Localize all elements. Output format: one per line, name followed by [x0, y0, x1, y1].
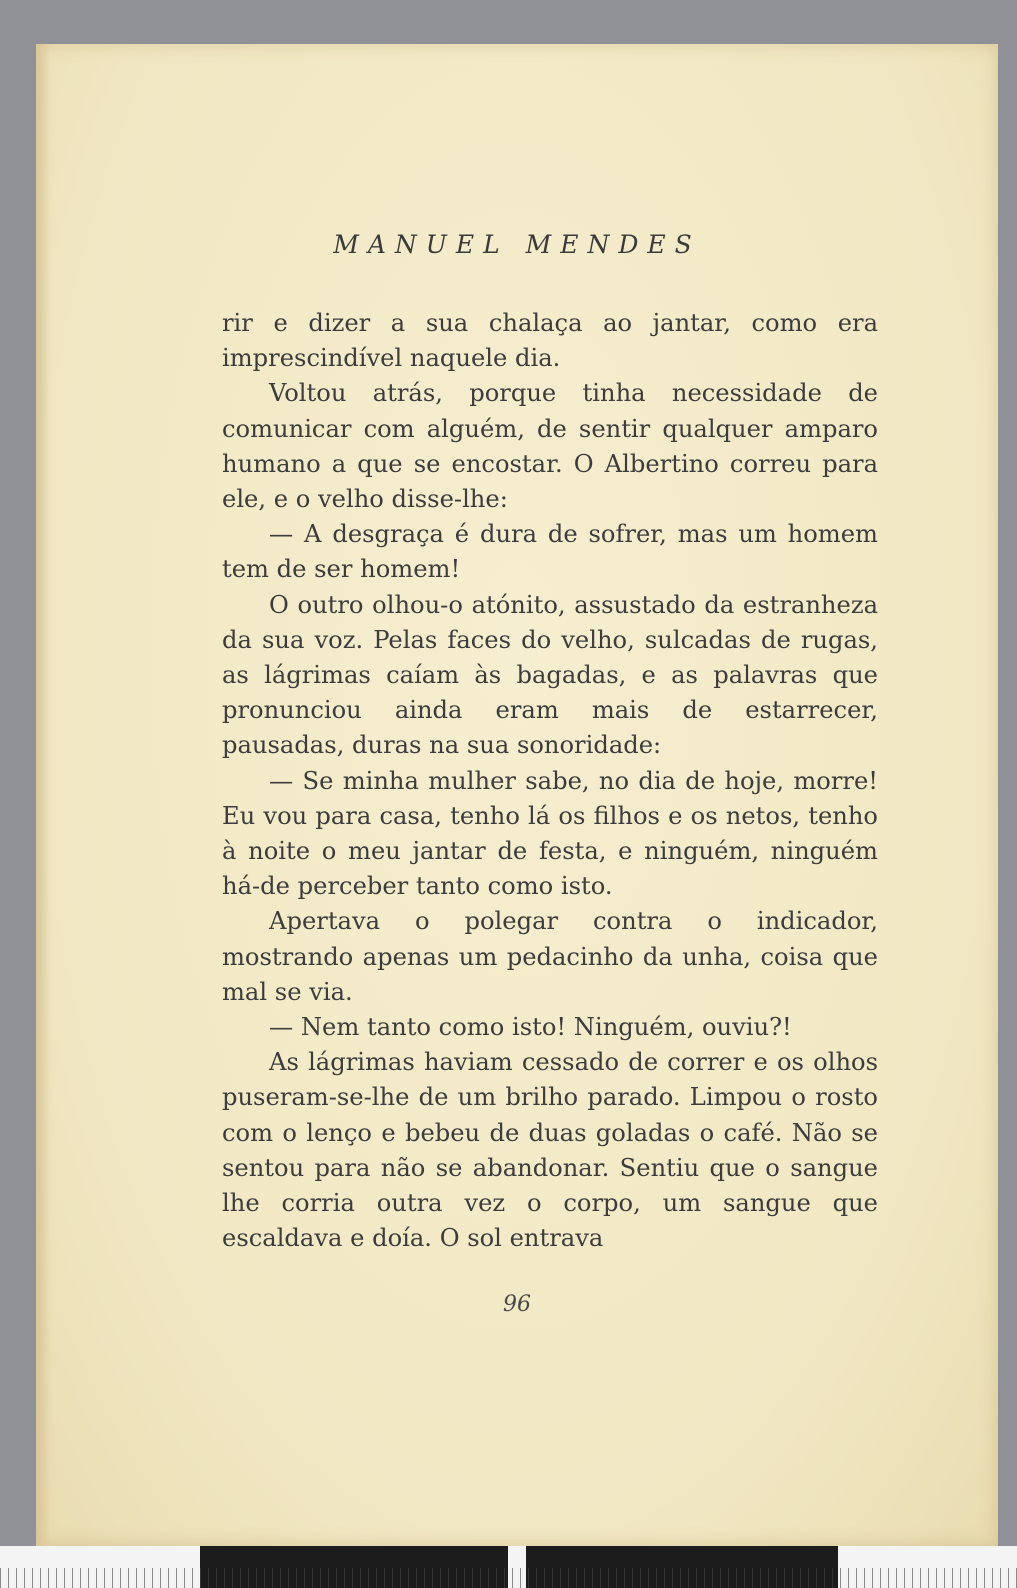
paragraph: Apertava o polegar contra o indicador, mostrando apenas um pedacinho da unha, coisa que mal se via. [222, 907, 878, 1006]
paragraph: rir e dizer a sua chalaça ao jantar, como era imprescindível naquele dia. [222, 309, 878, 373]
body-text [222, 306, 878, 1256]
paragraph: O outro olhou-o atónito, assustado da estranheza da sua voz. Pelas faces do velho, sulcadas de rugas, as lágrimas caíam às bagadas, e as palavras que pronunciou ainda eram mais de estarrecer, pausadas, duras na sua sonoridade: [222, 590, 878, 760]
dialogue-paragraph: — A desgraça é dura de sofrer, mas um homem tem de ser homem! [222, 520, 878, 584]
ruler-ticks [0, 1568, 1017, 1588]
paragraph: As lágrimas haviam cessado de correr e os olhos puseram-se-lhe de um brilho parado. Limpou o rosto com o lenço e bebeu de duas goladas o café. Não se sentou para não se abandonar. Sentiu que o sangue lhe corria outra vez o corpo, um sangue que escaldava e doía. O sol entrava [222, 1048, 878, 1253]
dialogue-paragraph: — Se minha mulher sabe, no dia de hoje, morre! Eu vou para casa, tenho lá os filhos e os netos, tenho à noite o meu jantar de festa, e ninguém, ninguém há-de perceber tanto como isto. [222, 766, 878, 901]
page-number: 96 [503, 1292, 531, 1317]
dialogue-paragraph: — Nem tanto como isto! Ninguém, ouviu?! [269, 1013, 792, 1042]
paragraph: Voltou atrás, porque tinha necessidade de comunicar com alguém, de sentir qualquer amparo humano a que se encostar. O Albertino correu para ele, e o velho disse-lhe: [222, 379, 878, 514]
running-head: MANUEL MENDES [333, 230, 701, 259]
page-edge [36, 44, 50, 1546]
book-page [36, 44, 998, 1546]
scan-ruler [0, 1546, 1017, 1588]
